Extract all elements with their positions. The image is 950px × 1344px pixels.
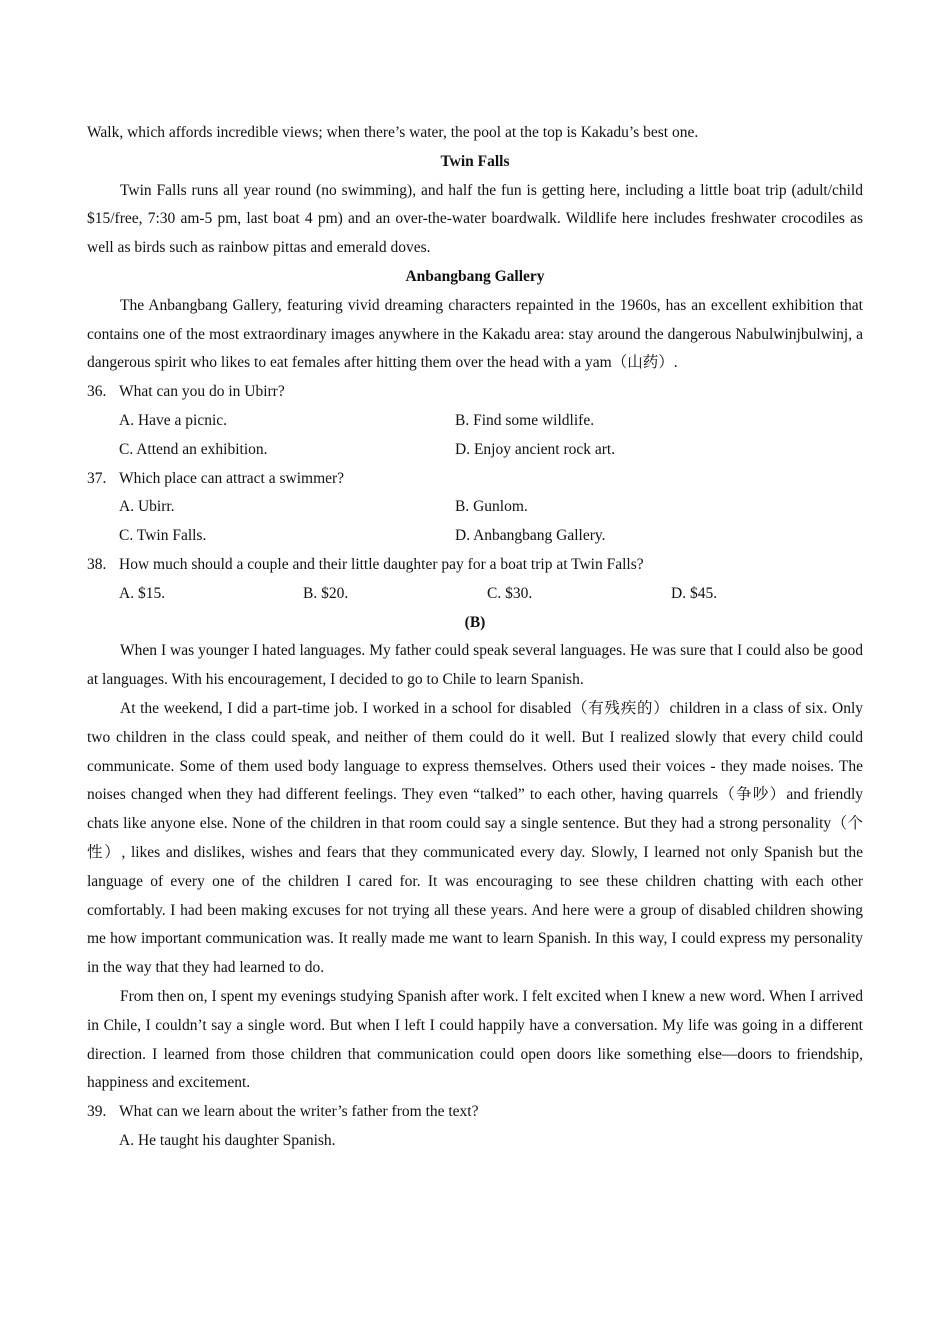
question-36-options-row-1	[87, 407, 863, 436]
question-text: What can we learn about the writer’s father from the text?	[119, 1103, 479, 1121]
option-b[interactable]: B. $20.	[303, 584, 349, 602]
twin-falls-heading: Twin Falls	[440, 152, 510, 170]
question-37-options-row-2	[87, 522, 863, 551]
reading-content	[87, 119, 863, 1156]
option-d[interactable]: D. $45.	[671, 584, 718, 602]
option-c[interactable]: C. $30.	[487, 584, 533, 602]
twin-falls-paragraph: Twin Falls runs all year round (no swimming), and half the fun is getting here, including a little boat trip (adult/child $15/free, 7:30 am-5 pm, last boat 4 pm) and an over-the-water boardwalk. Wildlife here includes freshwater crocodiles as well as birds such as rainbow pittas and emerald doves.	[87, 181, 863, 257]
option-a[interactable]: A. He taught his daughter Spanish.	[119, 1131, 336, 1149]
anbangbang-paragraph: The Anbangbang Gallery, featuring vivid dreaming characters repainted in the 1960s, has an excellent exhibition that contains one of the most extraordinary images anywhere in the Kakadu area: stay around the dangerous Nabulwinjbulwinj, a dangerous spirit who likes to eat females after hitting them over the head with a yam（山药）.	[87, 296, 863, 372]
anbangbang-heading: Anbangbang Gallery	[405, 267, 545, 285]
intro-line: Walk, which affords incredible views; when there’s water, the pool at the top is Kakadu’s best one.	[87, 124, 699, 141]
option-a[interactable]: A. Have a picnic.	[119, 411, 228, 429]
question-37	[87, 465, 863, 494]
question-37-options-row-1	[87, 493, 863, 522]
question-number: 39.	[87, 1103, 107, 1121]
question-text: What can you do in Ubirr?	[119, 383, 285, 401]
question-number: 38.	[87, 555, 107, 573]
question-38	[87, 551, 863, 580]
option-c[interactable]: C. Twin Falls.	[119, 527, 207, 545]
section-b-paragraph-1: When I was younger I hated languages. My father could speak several languages. He was sure that I could also be good at languages. With his encouragement, I decided to go to Chile to learn Spanish.	[87, 642, 863, 689]
option-d[interactable]: D. Anbangbang Gallery.	[455, 527, 606, 545]
option-a[interactable]: A. Ubirr.	[119, 498, 175, 516]
option-d[interactable]: D. Enjoy ancient rock art.	[455, 440, 616, 458]
question-number: 36.	[87, 383, 107, 401]
section-b-heading: (B)	[464, 613, 486, 631]
question-39-options	[87, 1127, 863, 1156]
question-39	[87, 1098, 863, 1127]
question-36	[87, 378, 863, 407]
question-36-options-row-2	[87, 436, 863, 465]
option-b[interactable]: B. Gunlom.	[455, 498, 528, 516]
question-number: 37.	[87, 469, 107, 487]
option-a[interactable]: A. $15.	[119, 584, 166, 602]
option-c[interactable]: C. Attend an exhibition.	[119, 440, 268, 458]
section-b-paragraph-2: At the weekend, I did a part-time job. I worked in a school for disabled（有残疾的）children in a class of six. Only two children in the class could speak, and neither of them could do it well. But I realized slowly that every child could communicate. Some of them used body language to express themselves. Others used their voices - they made noises. The noises changed when they had different feelings. They even “talked” to each other, having quarrels（争吵）and friendly chats like anyone else. None of the children in that room could say a single sentence. But they had a strong personality（个性）, likes and dislikes, wishes and fears that they communicated every day. Slowly, I learned not only Spanish but the language of every one of the children I cared for. It was encouraging to see these children chatting with each other comfortably. I had been making excuses for not trying all these years. And here were a group of disabled children showing me how important communication was. It really made me want to learn Spanish. In this way, I could express my personality in the way that they had learned to do.	[87, 699, 863, 977]
option-b[interactable]: B. Find some wildlife.	[455, 411, 595, 429]
question-text: How much should a couple and their little daughter pay for a boat trip at Twin Falls?	[119, 555, 644, 573]
section-b-paragraph-3: From then on, I spent my evenings studying Spanish after work. I felt excited when I knew a new word. When I arrived in Chile, I couldn’t say a single word. But when I left I could happily have a conversation. My life was going in a different direction. I learned from those children that communication could open doors like something else—doors to friendship, happiness and excitement.	[87, 987, 863, 1092]
question-text: Which place can attract a swimmer?	[119, 469, 345, 487]
question-38-options	[87, 580, 863, 609]
